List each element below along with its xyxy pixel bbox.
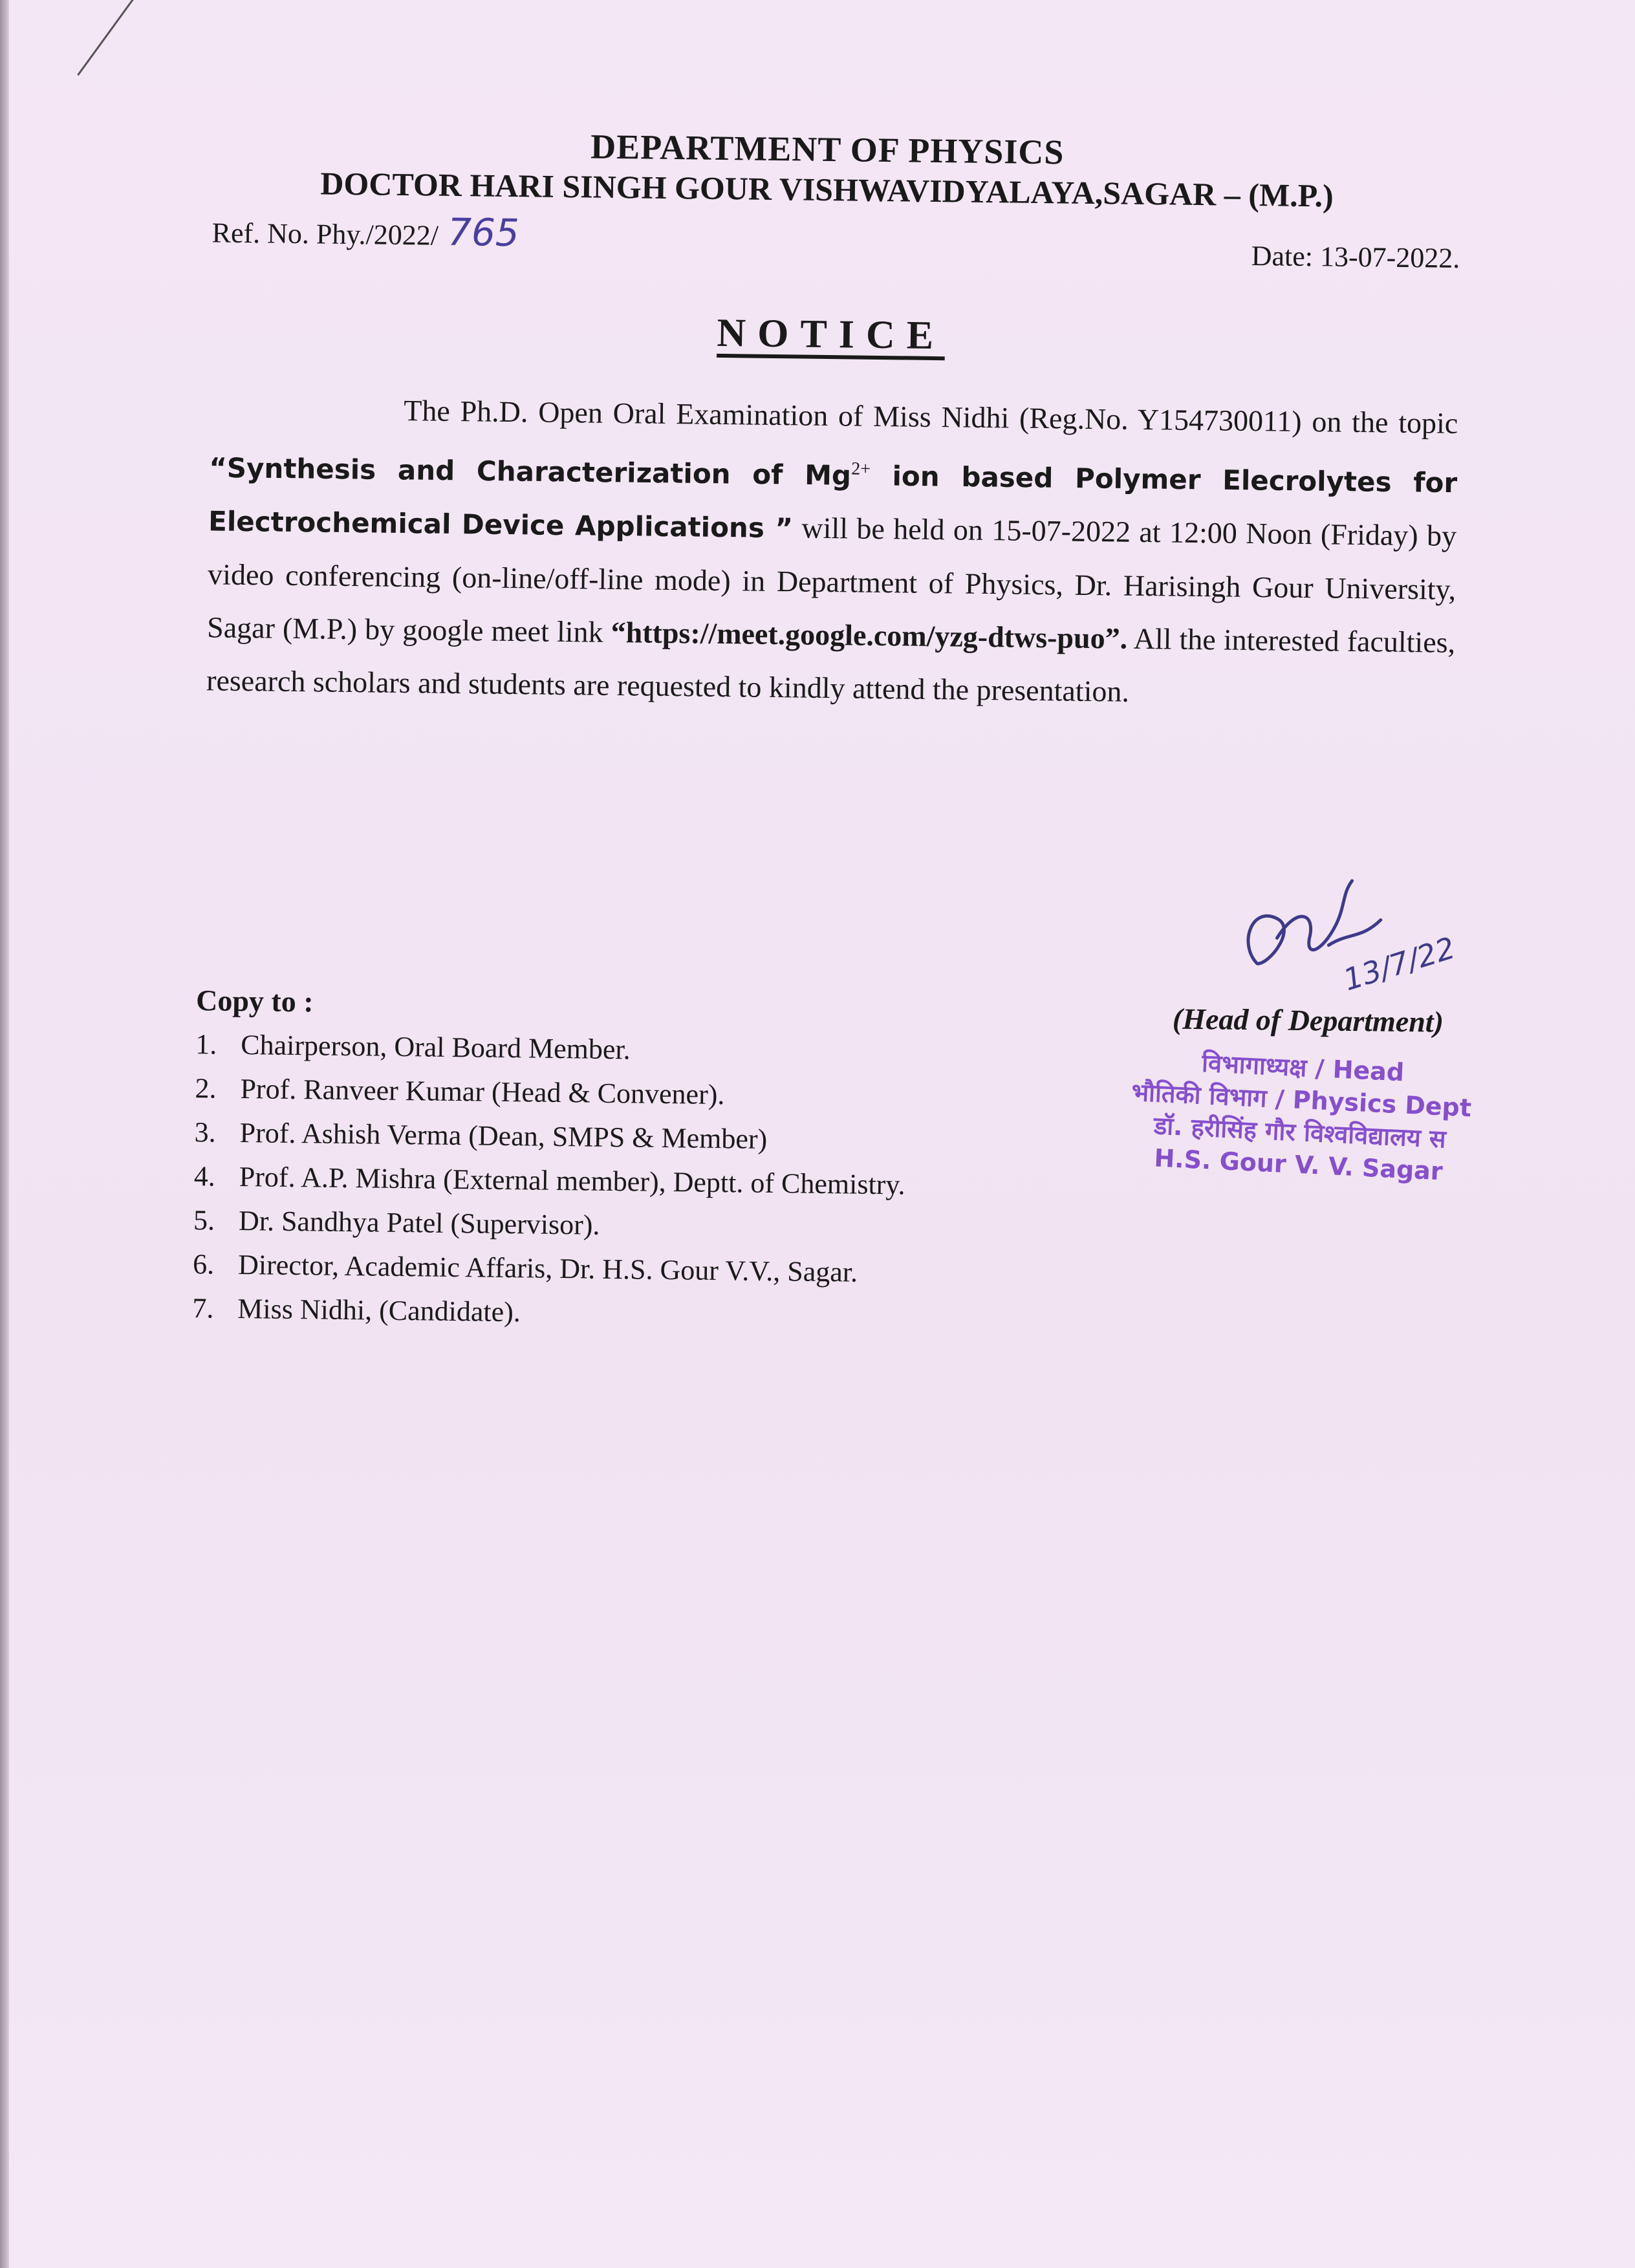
signature-area bbox=[1099, 865, 1473, 1257]
stamp-line-3: डॉ. हरीसिंह गौर विश्वविद्यालय स bbox=[1153, 1111, 1447, 1154]
notice-body bbox=[206, 382, 1458, 722]
signature-date: 13/7/22 bbox=[1339, 930, 1460, 998]
body-part-1: The Ph.D. Open Oral Examination of Miss Nidhi (Reg.No. Y154730011) on the topic bbox=[404, 393, 1458, 440]
body-part-3: All the interested faculties, research scholars and students are requested to kindly attend the presentation. bbox=[206, 622, 1456, 709]
ref-label: Ref. No. Phy./2022/ bbox=[211, 217, 439, 252]
copy-to-list bbox=[192, 1022, 1101, 1341]
topic-part-b: ion based Polymer Elecrolytes for Electrochemical Device Applications ” bbox=[208, 460, 1458, 545]
list-item-number: 6. bbox=[192, 1248, 215, 1280]
list-item-number: 2. bbox=[195, 1072, 217, 1105]
body-part-2: will be held on 15-07-2022 at 12:00 Noon (Friday) by video conferencing (on-line/off-line mode) in Department of Physics, Dr. Harisingh Gour University, Sagar (M.P.) by google meet link bbox=[206, 511, 1457, 649]
university-heading: DOCTOR HARI SINGH GOUR VISHWAVIDYALAYA,SAGAR – (M.P.) bbox=[320, 165, 1334, 214]
signature bbox=[1103, 865, 1466, 998]
copy-to-section bbox=[192, 983, 1101, 1341]
notice-title-text: NOTICE bbox=[717, 310, 946, 358]
list-item-number: 4. bbox=[193, 1160, 216, 1193]
notice-title bbox=[191, 304, 1459, 365]
list-item-text: Miss Nidhi, (Candidate). bbox=[237, 1292, 521, 1328]
list-item-text: Prof. Ranveer Kumar (Head & Convener). bbox=[240, 1072, 725, 1111]
list-item-text: Director, Academic Affaris, Dr. H.S. Gour V.V., Sagar. bbox=[237, 1248, 858, 1288]
list-item-number: 7. bbox=[192, 1292, 214, 1324]
notice-date: Date: 13-07-2022. bbox=[1251, 239, 1460, 274]
stamp-line-1: विभागाध्यक्ष / Head bbox=[1201, 1048, 1405, 1087]
ref-number-handwritten: 765 bbox=[447, 210, 520, 255]
reference-number bbox=[211, 207, 519, 255]
handwritten-signature-icon bbox=[1231, 867, 1465, 999]
head-of-department-title: (Head of Department) bbox=[1172, 1002, 1444, 1039]
copy-to-title: Copy to : bbox=[195, 984, 314, 1019]
stamp-line-4: H.S. Gour V. V. Sagar bbox=[1153, 1143, 1444, 1186]
notice-document bbox=[192, 110, 1473, 1328]
stamp-line-2: भौतिकी विभाग / Physics Dept bbox=[1131, 1077, 1473, 1123]
list-item-number: 3. bbox=[194, 1116, 216, 1149]
list-item-text: Prof. A.P. Mishra (External member), Deptt. of Chemistry. bbox=[239, 1160, 905, 1201]
meet-link[interactable]: “https://meet.google.com/yzg-dtws-puo”. bbox=[611, 616, 1128, 656]
list-item-text: Chairperson, Oral Board Member. bbox=[241, 1028, 631, 1066]
list-item-text: Dr. Sandhya Patel (Supervisor). bbox=[238, 1204, 600, 1241]
staple-pin-icon bbox=[76, 0, 175, 76]
list-item-number: 1. bbox=[195, 1028, 217, 1061]
department-heading: DEPARTMENT OF PHYSICS bbox=[590, 127, 1065, 172]
list-item-text: Prof. Ashish Verma (Dean, SMPS & Member) bbox=[239, 1116, 768, 1155]
list-item-number: 5. bbox=[193, 1204, 215, 1237]
official-stamp bbox=[1117, 1043, 1485, 1189]
topic-superscript: 2+ bbox=[850, 459, 871, 479]
topic-part-a: “Synthesis and Characterization of Mg bbox=[208, 451, 852, 491]
page-edge-shadow bbox=[0, 0, 9, 2268]
